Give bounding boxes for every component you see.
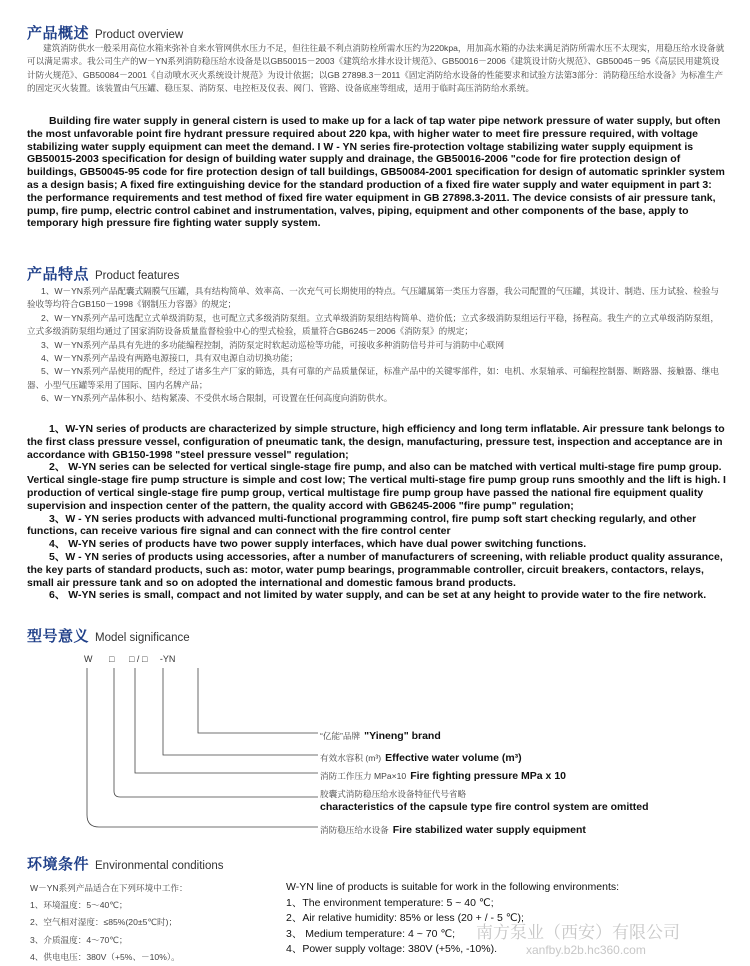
environment-en-line: 2、Air relative humidity: 85% or less (20 + / - 5 ℃); bbox=[286, 912, 524, 924]
features-cn-item: 4、W－YN系列产品设有两路电源接口，具有双电源自动切换功能； bbox=[41, 353, 298, 364]
model-label-volume-cn: 有效水容积 (m³) bbox=[320, 753, 382, 763]
model-label-volume bbox=[320, 748, 522, 766]
overview-en-paragraph: Building fire water supply in general cistern is used to make up for a lack of tap water pipe network pressure of water supply, but often the most unfavorable point fire hydrant pressure required about 220 kpa, with higher water to meet fire pressure required, with voltage stabilizing water supply equipment can meet the demand. I W - YN series fire-protection voltage stabilizing water supply equipment is GB50015-2003 specification for design of building water supply and drainage, the GB50016-2006 "code for fire protection design of buildings, GB50045-95 code for fire protection design of tall buildings, GB50084-2001 specification for design of automatic sprinkler system as a design basis; A fixed fire extinguishing device for the standard production of a fixed fire water supply and water equipment in part 3: the performance requirements and test method of fixed fire water equipment in GB 27898.3-2011. The device consists of air pressure tank, pump, fire pump, electric control cabinet and instrumentation, valves, piping, equipment and other components of the base, apply to temporary high pressure fire fighting water supply system. bbox=[27, 115, 725, 230]
environment-cn-line: 3、介质温度：4～70℃； bbox=[30, 934, 128, 945]
model-code-w: W bbox=[84, 654, 93, 664]
watermark-company: 南方泵业（西安）有限公司 bbox=[476, 923, 680, 942]
model-label-brand-en: "Yineng" brand bbox=[364, 730, 441, 742]
model-label-feature-code-cn: 胶囊式消防稳压给水设备特征代号省略 bbox=[320, 789, 467, 799]
overview-title-en: Product overview bbox=[95, 29, 184, 41]
model-code-box-1: □ bbox=[109, 654, 115, 664]
environment-title-en: Environmental conditions bbox=[95, 860, 224, 872]
environment-en-line: W-YN line of products is suitable for work in the following environments: bbox=[286, 881, 620, 893]
features-cn-item: 3、W－YN系列产品具有先进的多功能编程控制，消防泵定时软起动巡检等功能，可接收多种消防信号并可与消防中心联网 bbox=[41, 339, 505, 350]
overview-title bbox=[27, 22, 183, 43]
model-title-cn: 型号意义 bbox=[27, 628, 90, 645]
model-code-box-2: □ bbox=[128, 654, 135, 664]
model-code bbox=[84, 654, 175, 664]
features-en-item: 3、W - YN series products with advanced multi-functional programming control, fire pump soft start checking regularly, and other functions, can receive various fire signal and can connect with the fire control center bbox=[27, 512, 697, 538]
features-en-item: 4、 W-YN series of products have two power supply interfaces, which have dual power switching functions. bbox=[49, 538, 587, 551]
model-label-pressure bbox=[320, 766, 566, 784]
features-en-item: 5、W - YN series of products using accessories, after a number of manufacturers of screening, with reliable product quality assurance, the key parts of standard products, such as: motor, water pump bearings, programmable controller, circuit breakers, contactors, relays, small air pressure tank and so on adopted the international and domestic famous brand products. bbox=[27, 550, 723, 589]
model-label-volume-en: Effective water volume (m³) bbox=[385, 752, 522, 764]
model-label-feature-code bbox=[320, 788, 649, 814]
environment-title-cn: 环境条件 bbox=[27, 856, 90, 873]
leader-line-feature-code bbox=[114, 668, 318, 797]
features-en-item: 1、W-YN series of products are characterized by simple structure, high efficiency and long term inflatable. Air pressure tank belongs to the first class pressure vessel, configuration of pneumatic tank, the design, manufacturing, pressure test, inspection and acceptance are in accordance with GB150-1998 "steel pressure vessel" regulation; bbox=[27, 423, 725, 461]
leader-line-brand bbox=[198, 668, 318, 733]
environment-title bbox=[27, 853, 224, 874]
overview-cn-paragraph: 建筑消防供水一般采用高位水箱来弥补自来水管网供水压力不足，但往往最不利点消防栓所需水压约为220kpa，用加高水箱的办法来满足消防所需水压不太现实，用稳压给水设备就可以满足需求。我公司生产的W－YN系列消防稳压给水设备是以GB50015－2003《建筑给水排水设计规范》、GB50016－2006《建筑设计防火规范》、GB50045－95《高层民用建筑设计防火规范》、GB50084－2001《自动喷水灭火系统设计规范》为设计依据；以GB 27898.3－2011《固定消防给水设备的性能要求和试验方法第3部分：消防稳压给水设备》为标准生产的固定灭火装置。该装置由气压罐、稳压泵、消防泵、电控柜及仪表、阀门、管路、设备底座等组成，适用于临时高压消防给水系统。 bbox=[27, 43, 725, 94]
features-cn-item: 5、W－YN系列产品使用的配件，经过了诸多生产厂家的筛选，具有可靠的产品质量保证，标准产品中的关键零部件，如：电机、水泵轴承、可编程控制器、断路器、接触器、继电器、小型气压罐等采用了国际、国内名牌产品； bbox=[27, 366, 719, 390]
environment-cn-line: 1、环境温度：5～40℃； bbox=[30, 900, 128, 911]
environment-en-line: 3、 Medium temperature: 4 ~ 70 ℃; bbox=[286, 927, 456, 940]
model-label-pressure-cn: 消防工作压力 MPa×10 bbox=[320, 771, 407, 781]
features-cn-item: 1、W－YN系列产品配囊式隔膜气压罐，具有结构简单、效率高、一次充气可长期使用的特点。气压罐属第一类压力容器，我公司配置的气压罐，其设计、制造、压力试验、检验与验收等均符合GB150－1998《钢制压力容器》的规定； bbox=[27, 286, 719, 310]
environment-cn-line: 2、空气相对湿度：≤85%(20±5℃时)； bbox=[30, 917, 178, 928]
leader-line-series bbox=[87, 668, 318, 827]
watermark-url: xanfby.b2b.hc360.com bbox=[526, 943, 646, 957]
features-title bbox=[27, 263, 179, 284]
features-en-list bbox=[27, 423, 730, 602]
features-title-en: Product features bbox=[95, 270, 180, 282]
environment-en-line: 4、Power supply voltage: 380V (+5%, -10%). bbox=[286, 943, 497, 955]
features-title-cn: 产品特点 bbox=[27, 266, 90, 283]
model-label-series-cn: 消防稳压给水设备 bbox=[320, 825, 389, 835]
environment-cn-list bbox=[30, 880, 188, 966]
overview-cn-text bbox=[27, 42, 727, 96]
model-label-feature-code-en: characteristics of the capsule type fire control system are omitted bbox=[320, 801, 649, 813]
leader-line-pressure bbox=[135, 668, 318, 773]
model-label-brand-cn: “亿能”品牌 bbox=[320, 731, 361, 741]
model-label-series-en: Fire stabilized water supply equipment bbox=[392, 824, 586, 836]
features-cn-item: 6、W－YN系列产品体积小、结构紧凑、不受供水场合限制，可设置在任何高度向消防供水。 bbox=[41, 393, 393, 404]
model-code-box-3: □ bbox=[141, 654, 148, 664]
overview-title-cn: 产品概述 bbox=[27, 25, 90, 42]
features-en-item: 2、 W-YN series can be selected for vertical single-stage fire pump, and also can be matched with vertical multi-stage fire pump group. Vertical single-stage fire pump structure is simple and cost low; The vertical multi-stage fire pump group runs smoothly and the lift is high. I production of vertical single-stage fire pump group, vertical multistage fire pump group have passed the national fire equipment quality supervision and inspection center of the pattern, the quality accord with GB6245-2006 "fire pump" regulation; bbox=[27, 461, 726, 512]
model-label-pressure-en: Fire fighting pressure MPa x 10 bbox=[410, 770, 566, 782]
model-title-en: Model significance bbox=[95, 632, 190, 644]
features-cn-item: 2、W－YN系列产品可选配立式单级消防泵，也可配立式多级消防泵组。立式单级消防泵组结构简单、造价低；立式多级消防泵组运行平稳，扬程高。我生产的立式单级消防泵组，立式多级消防泵组均通过了国家消防设备质量监督检验中心的型式检验，质量符合GB6245－2006《消防泵》的规定； bbox=[27, 312, 719, 337]
model-title bbox=[27, 625, 190, 646]
model-label-series bbox=[320, 820, 586, 838]
features-cn-list bbox=[27, 285, 727, 406]
features-en-item: 6、 W-YN series is small, compact and not limited by water supply, and can be set at any height to provide water to the fire network. bbox=[49, 589, 707, 602]
environment-cn-line: 4、供电电压：380V（+5%、－10%）。 bbox=[30, 951, 180, 962]
model-label-brand bbox=[320, 726, 441, 744]
leader-line-volume bbox=[163, 668, 318, 755]
overview-en-text bbox=[27, 115, 730, 230]
environment-en-line: 1、The environment temperature: 5 ~ 40 ℃; bbox=[286, 896, 494, 909]
model-code-slash: / bbox=[136, 654, 140, 664]
model-code-suffix: -YN bbox=[159, 654, 176, 664]
environment-cn-line: W－YN系列产品适合在下列环境中工作： bbox=[30, 883, 188, 893]
